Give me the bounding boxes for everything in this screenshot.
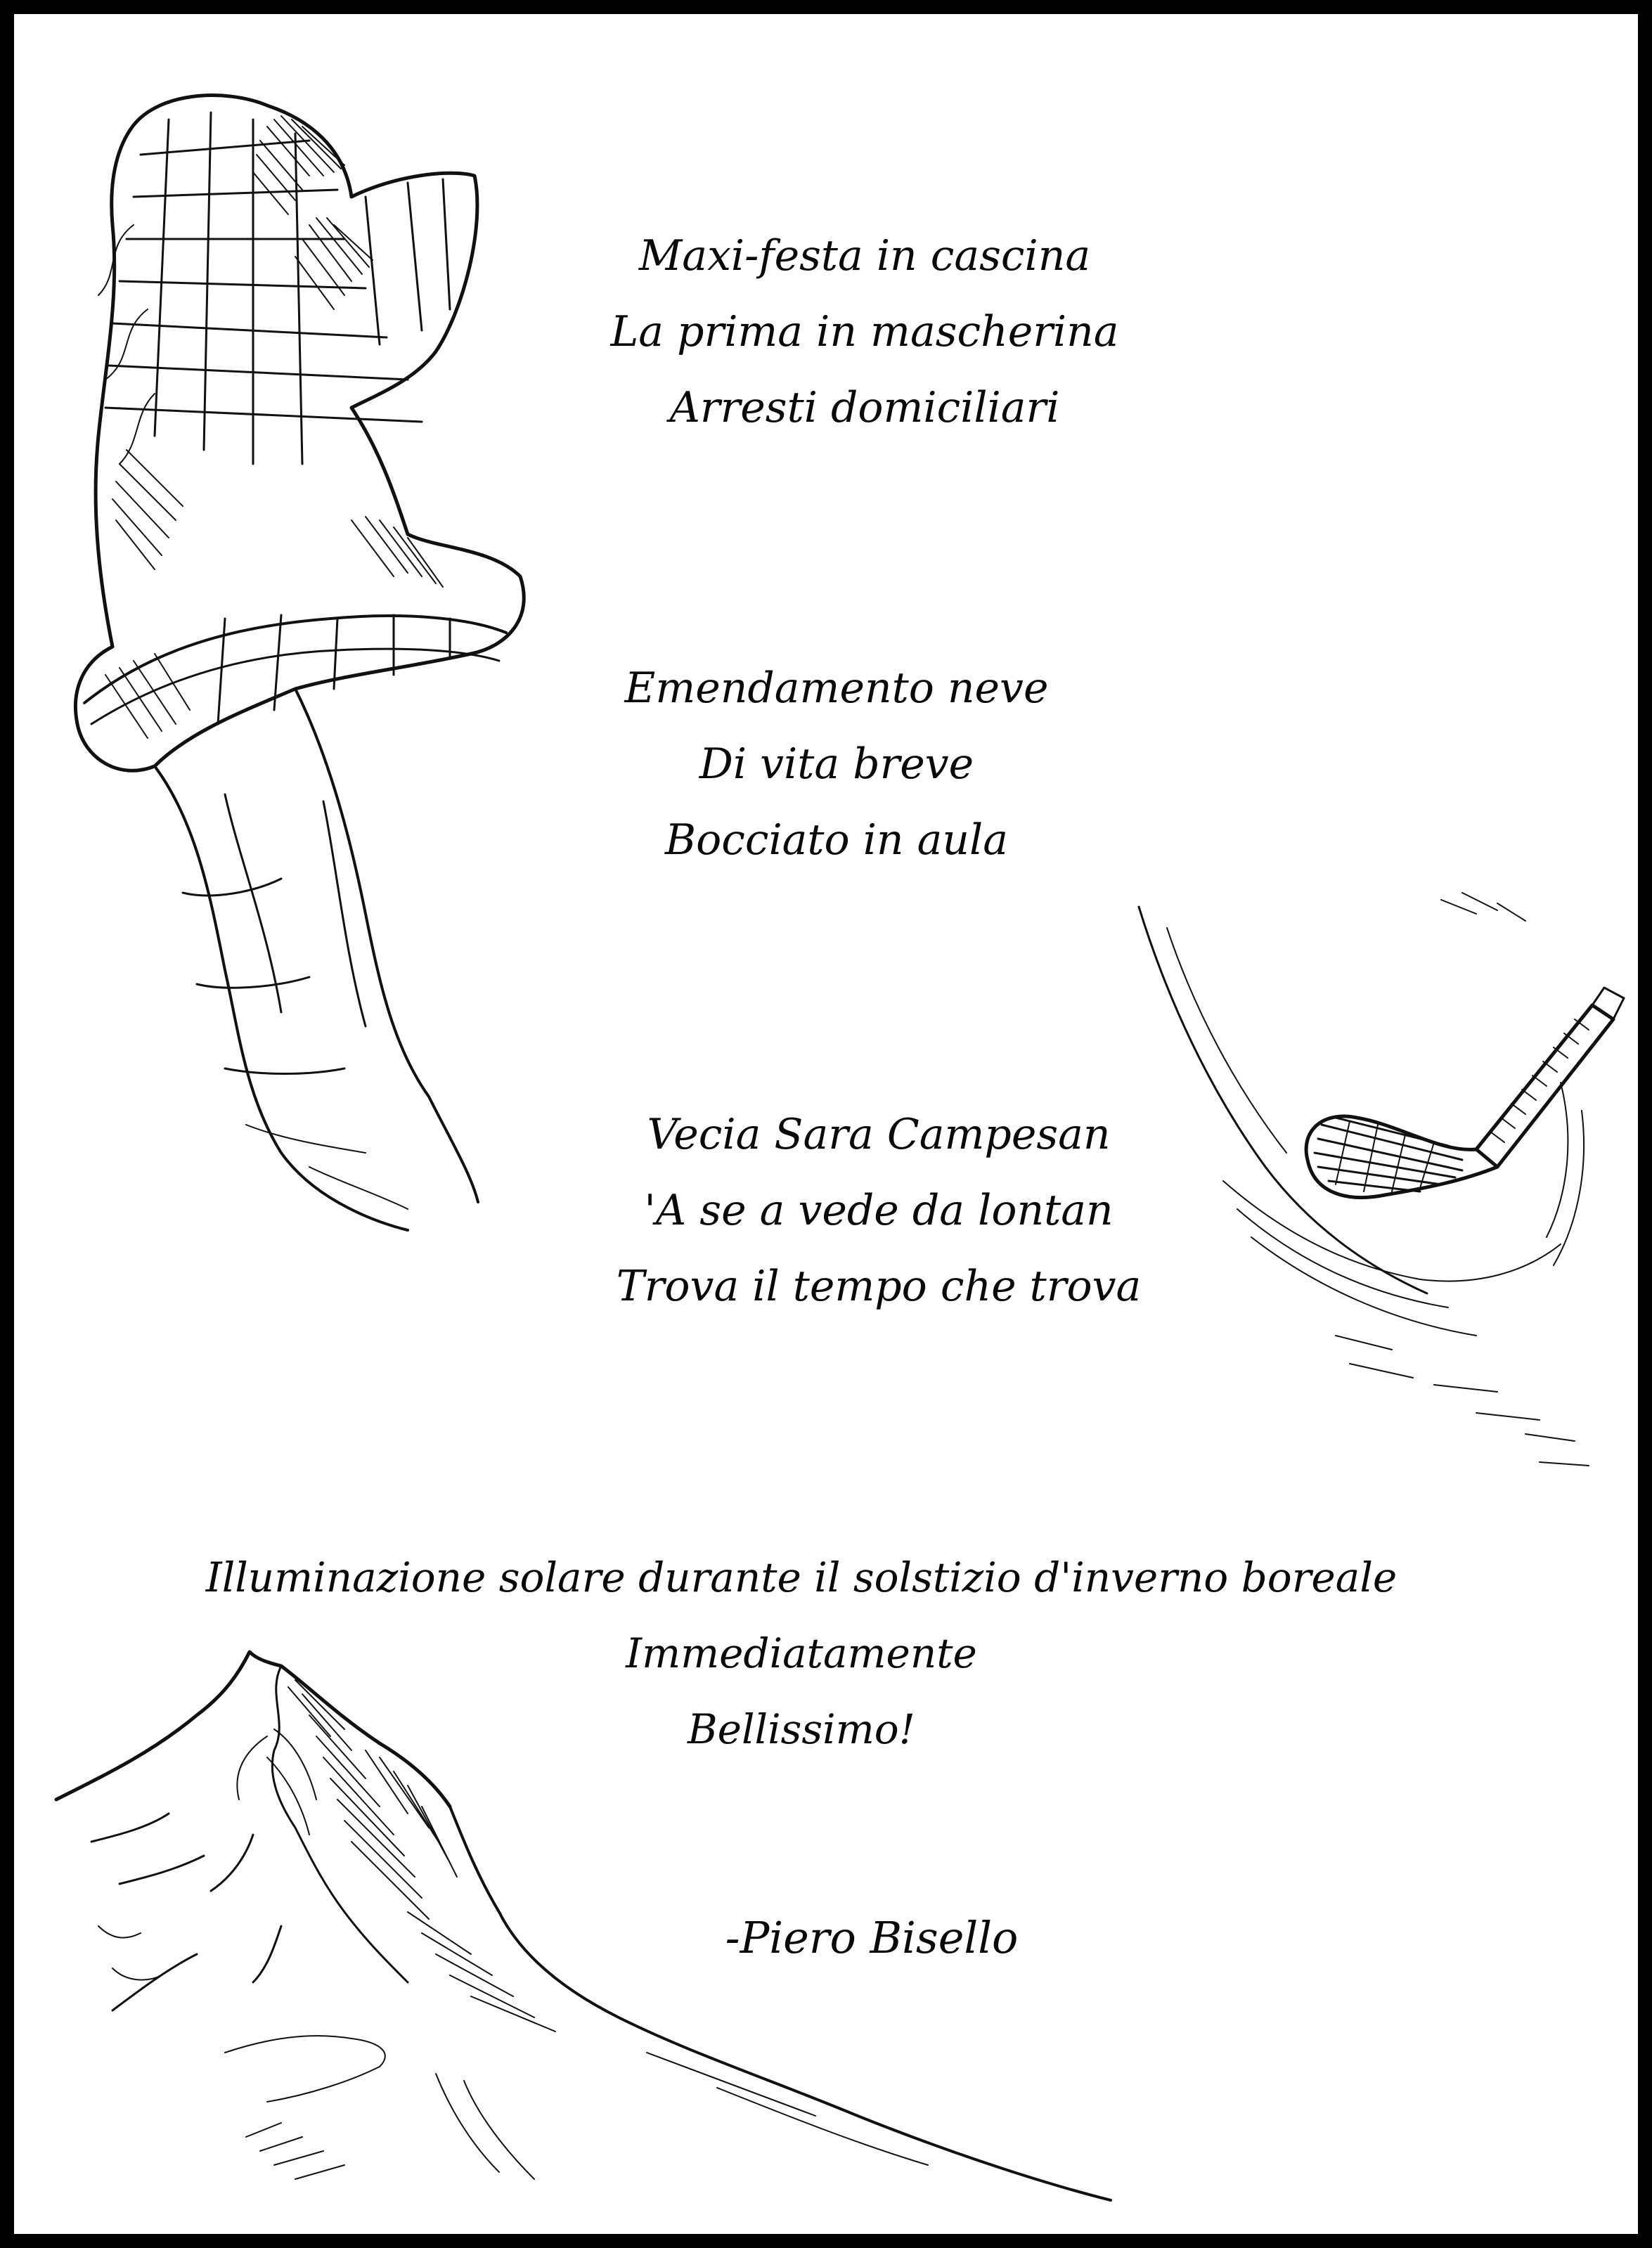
poem-stanza-1 [506, 218, 1223, 446]
poem-line: Bocciato in aula [665, 815, 1008, 865]
poem-line: Trova il tempo che trova [616, 1262, 1142, 1311]
poem-line: Maxi-festa in cascina [638, 231, 1091, 280]
poem-line: Di vita breve [699, 739, 974, 789]
poem-line: Illuminazione solare durante il solstizio d'inverno boreale [205, 1553, 1398, 1601]
poem-line: Arresti domiciliari [669, 383, 1060, 432]
tartan-scarf-drawing [75, 96, 524, 1230]
poem-line: Emendamento neve [624, 664, 1049, 713]
author-signature: -Piero Bisello [725, 1912, 1019, 1963]
poem-stanza-2 [569, 650, 1104, 878]
poem-stanza-3 [520, 1097, 1237, 1324]
poem-line: Immediatamente [626, 1629, 977, 1677]
poem-stanza-4 [112, 1539, 1490, 1767]
poem-line: 'A se a vede da lontan [644, 1186, 1114, 1235]
poem-line: La prima in mascherina [610, 307, 1119, 356]
page-sheet [14, 14, 1638, 2234]
poem-line: Vecia Sara Campesan [647, 1110, 1111, 1159]
poem-line: Bellissimo! [688, 1705, 915, 1753]
